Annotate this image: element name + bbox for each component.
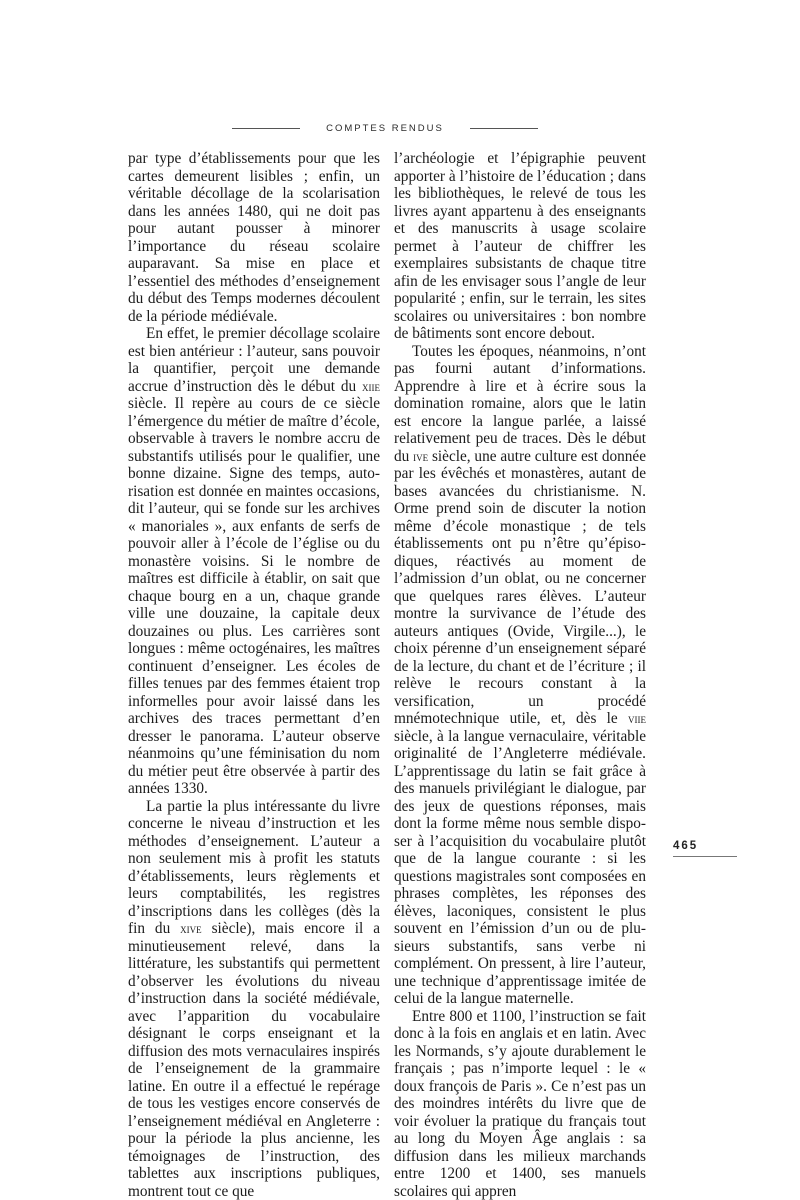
- header-rule-left: [232, 128, 300, 129]
- paragraph-text: La partie la plus intéressante du livre concerne le niveau d’instruction et les méthodes d’enseignement. L’auteur a non seulement mis à profit les statuts d’établissements, leurs règlements et leurs comptabilités, les registres d’inscriptions dans les collèges (dès la fin du: [128, 798, 380, 938]
- paragraph: [394, 343, 646, 1008]
- running-header: [232, 120, 538, 136]
- paragraph: l’archéologie et l’épigraphie peuvent apporter à l’histoire de l’éducation ; dans les bibliothèques, le relevé de tous les livres ayant appartenu à des enseignants et des manuscrits à usage scolaire permet à l’auteur de chiffrer les exemplaires subsistants de chaque titre afin de les envisager sous l’angle de leur popularité ; enfin, sur le terrain, les sites scolaires ou universitaires : bon nombre de bâtiments sont encore debout.: [394, 150, 646, 343]
- left-column: [128, 150, 380, 1200]
- page-number: 465: [673, 840, 737, 853]
- running-title: COMPTES RENDUS: [326, 123, 444, 134]
- paragraph: [128, 798, 380, 1200]
- paragraph: Entre 800 et 1100, l’instruction se fait donc à la fois en anglais et en latin. Avec les Normands, s’y ajoute durablement le français ; pas n’importe lequel : le « doux françois de Paris ». Ce n’est pas un des moindres intérêts du livre que de voir évoluer la pratique du français tout au long du Moyen Âge anglais : sa diffusion dans les milieux marchands entre 1200 et 1400, ses manuels scolaires qui appren: [394, 1008, 646, 1200]
- paragraph-text: siècle), mais encore il a minutieusement relevé, dans la littérature, les substantifs qui permettent d’observer les évolutions du niveau d’instruction dans la société médiévale, avec l’apparition du vocabulaire désignant le corps enseignant et la diffusion des mots vernaculaires inspirés de l’enseignement de la grammaire latine. En outre il a effectué le repérage de tous les vestiges encore conservés de l’enseignement médiéval en Angleterre : pour la période la plus ancienne, les témoignages de l’instruction, des tablettes aux inscriptions publiques, montrent tout ce que: [128, 920, 380, 1200]
- century-numeral: viie: [628, 711, 646, 726]
- century-numeral: xive: [180, 921, 202, 936]
- folio-rule: [673, 856, 737, 857]
- paragraph: par type d’établissements pour que les cartes demeurent lisibles ; enfin, un véritable décollage de la scolarisation dans les années 1480, qui ne doit pas pour autant pousser à minorer l’importance du réseau scolaire auparavant. Sa mise en place et l’essentiel des méthodes d’enseignement du début des Temps modernes découlent de la période médiévale.: [128, 150, 380, 325]
- paragraph-text: siècle. Il repère au cours de ce siècle l’émergence du métier de maître d’école, observable à travers le nombre accru de substantifs utilisés pour le qualifier, une bonne dizaine. Signe des temps, autorisation est donnée en maintes occasions, dit l’auteur, qui se fonde sur les archives « manoriales », aux enfants de serfs de pouvoir aller à l’école de l’église ou du monastère voisins. Si le nombre de maîtres est difficile à établir, on sait que chaque bourg en a un, chaque grande ville une douzaine, la capitale deux douzaines ou plus. Les carrières sont longues : même octogénaires, les maîtres continuent d’enseigner. Les écoles de filles tenues par des femmes étaient trop informelles pour avoir laissé dans les archives des traces permettant d’en dresser le panorama. L’auteur observe néanmoins qu’une féminisation du nom du métier peut être observée à partir des années 1330.: [128, 395, 380, 797]
- header-rule-right: [470, 128, 538, 129]
- paragraph-text: Toutes les époques, néanmoins, n’ont pas fourni autant d’informations. Apprendre à lire et à écrire sous la domination romaine, alors que le latin est encore la langue parlée, a laissé relativement peu de traces. Dès le début du: [394, 343, 646, 465]
- paragraph-text: siècle, une autre culture est donnée par les évêchés et monastères, autant de bases avancées du christianisme. N. Orme prend soin de discuter la notion même d’école monastique ; de tels établissements ont pu n’être qu’épisodiques, réactivés au moment de l’admission d’un oblat, ou ne concerner que quelques rares élèves. L’auteur montre la survivance de l’étude des auteurs antiques (Ovide, Virgile...), le choix pérenne d’un enseignement séparé de la lecture, du chant et de l’écriture ; il relève le recours constant à la versification, un procédé mnémotechnique utile, et, dès le: [394, 448, 646, 728]
- paragraph: [128, 325, 380, 798]
- paragraph-text: siècle, à la langue vernaculaire, véritable originalité de l’Angleterre médiévale. L’apprentissage du latin se fait grâce à des manuels privilégiant le dialogue, par des jeux de questions réponses, mais dont la forme même nous semble disposer à l’acquisition du vocabulaire plutôt que de la langue courante : si les questions magistrales sont composées en phrases complètes, les réponses des élèves, laconiques, consistent le plus souvent en l’émission d’un ou de plusieurs substantifs, sans verbe ni complément. On pressent, à lire l’auteur, une technique d’apprentissage imitée de celui de la langue maternelle.: [394, 728, 646, 1008]
- paragraph-text: En effet, le premier décollage scolaire est bien antérieur : l’auteur, sans pouvoir la quantifier, perçoit une demande accrue d’instruction dès le début du: [128, 325, 380, 395]
- century-numeral: xiie: [362, 379, 380, 394]
- right-column: [394, 150, 646, 1200]
- page-folio: [673, 840, 737, 857]
- century-numeral: ive: [413, 449, 428, 464]
